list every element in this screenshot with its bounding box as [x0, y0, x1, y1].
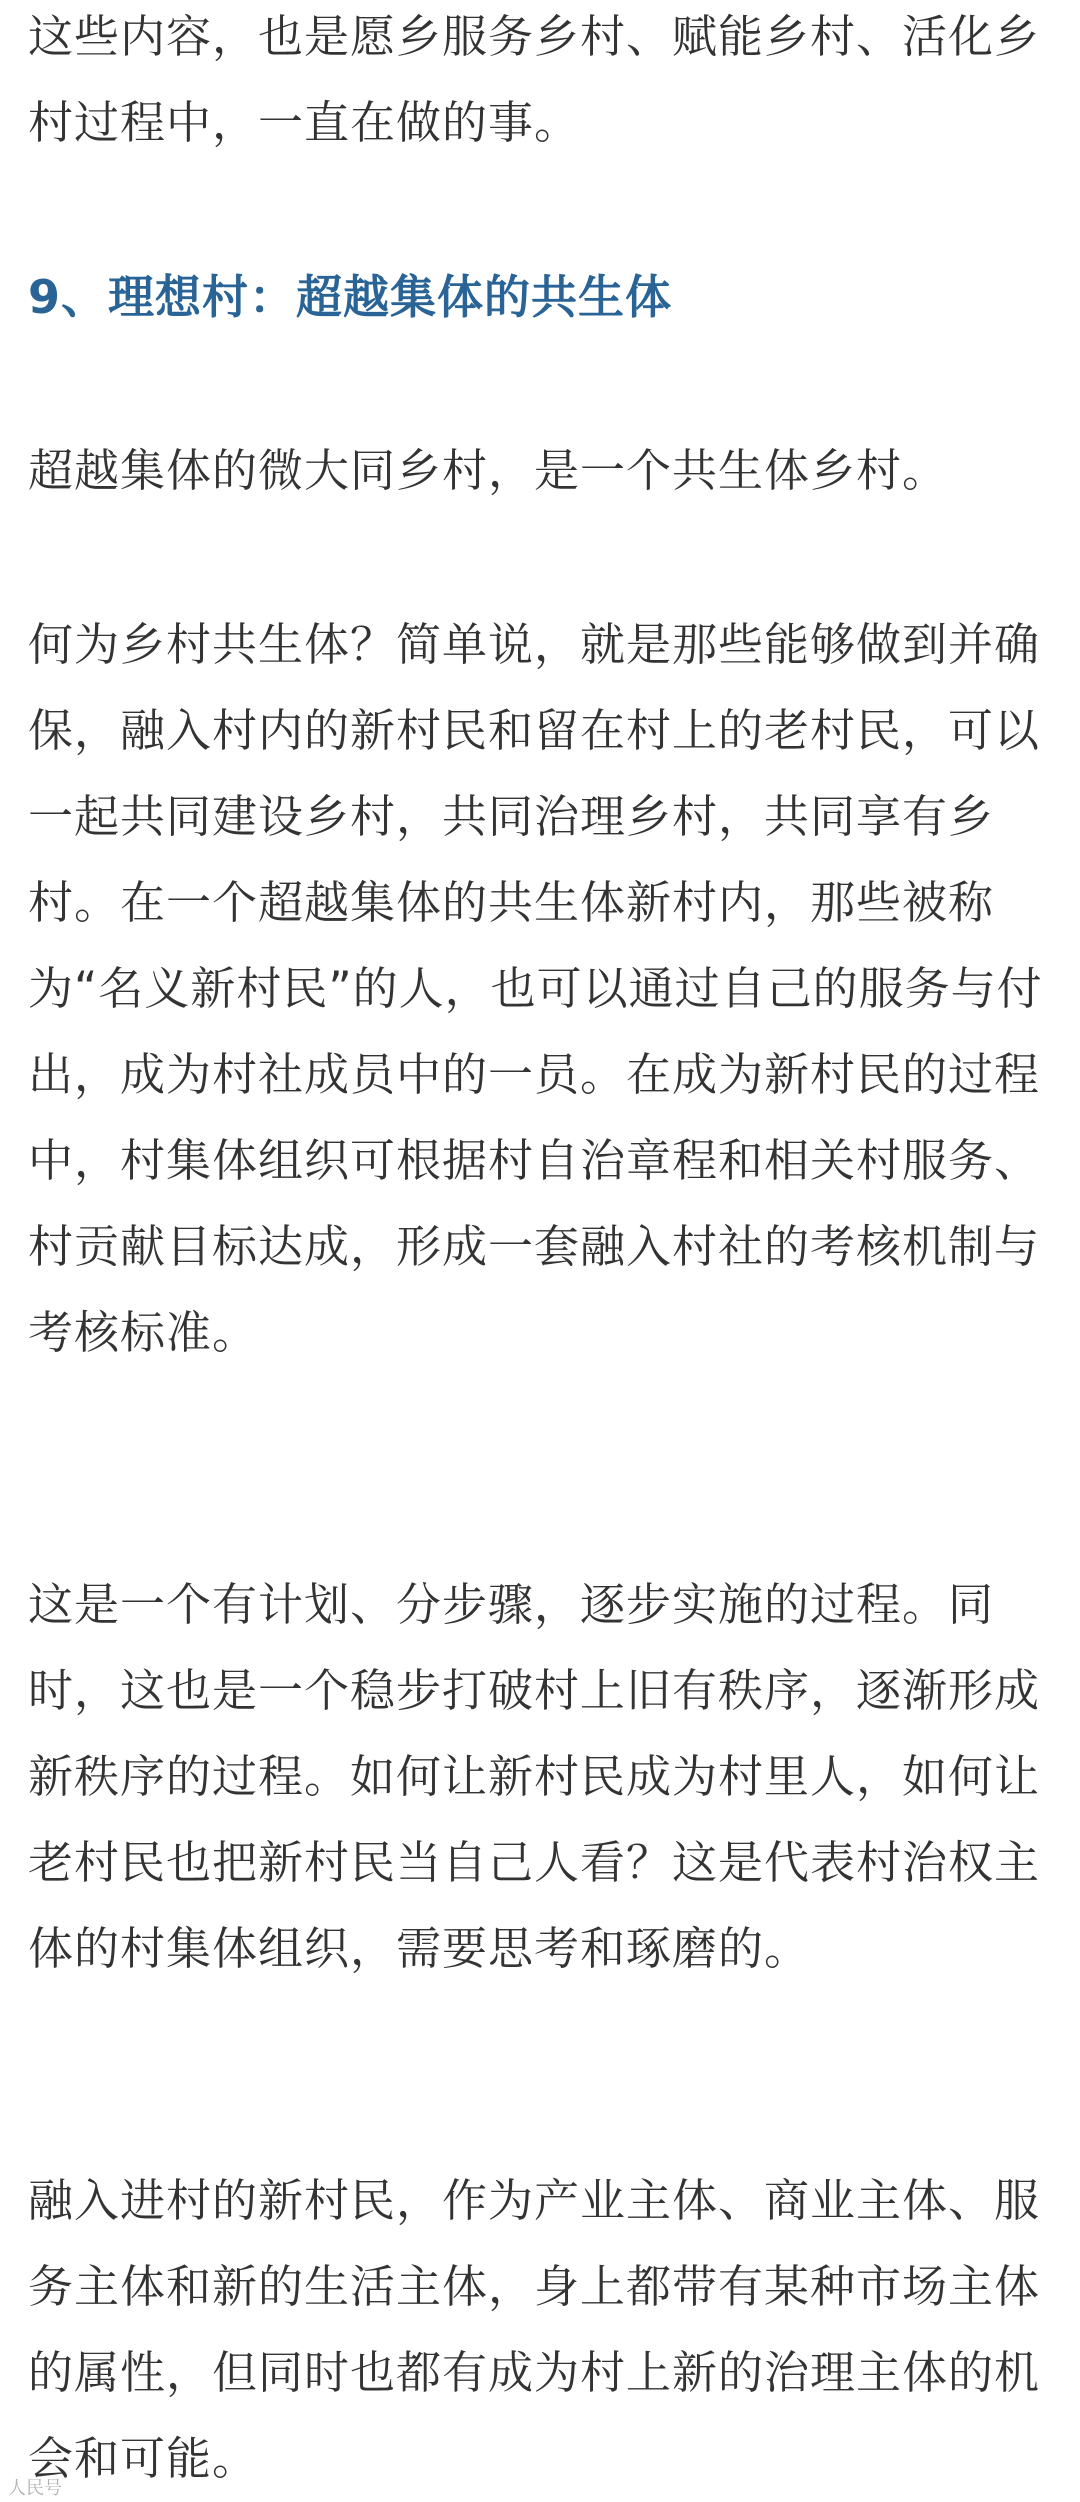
section-heading: 9、理想村：超越集体的共生体	[28, 270, 673, 324]
paragraph-intro: 这些内容，也是愿乡服务乡村、赋能乡村、活化乡村过程中，一直在做的事。	[28, 10, 1041, 149]
paragraph-process: 这是一个有计划、分步骤，逐步实施的过程。同时，这也是一个稳步打破村上旧有秩序，逐渐形成新秩序的过程。如何让新村民成为村里人，如何让老村民也把新村民当自己人看？这是代表村治权主体的村集体组织，需要思考和琢磨的。	[28, 1578, 1041, 1975]
paragraph-definition: 何为乡村共生体？简单说，就是那些能够做到并确保，融入村内的新村民和留在村上的老村民，可以一起共同建设乡村，共同治理乡村，共同享有乡村。在一个超越集体的共生体新村内，那些被称为“名义新村民”的人，也可以通过自己的服务与付出，成为村社成员中的一员。在成为新村民的过程中，村集体组织可根据村自治章程和相关村服务、村贡献目标达成，形成一套融入村社的考核机制与考核标准。	[28, 618, 1043, 1359]
paragraph-summary: 超越集体的微大同乡村，是一个共生体乡村。	[28, 444, 949, 497]
watermark: 人民号	[8, 2478, 62, 2499]
paragraph-new-villagers: 融入进村的新村民，作为产业主体、商业主体、服务主体和新的生活主体，身上都带有某种市场主体的属性，但同时也都有成为村上新的治理主体的机会和可能。	[28, 2174, 1041, 2485]
